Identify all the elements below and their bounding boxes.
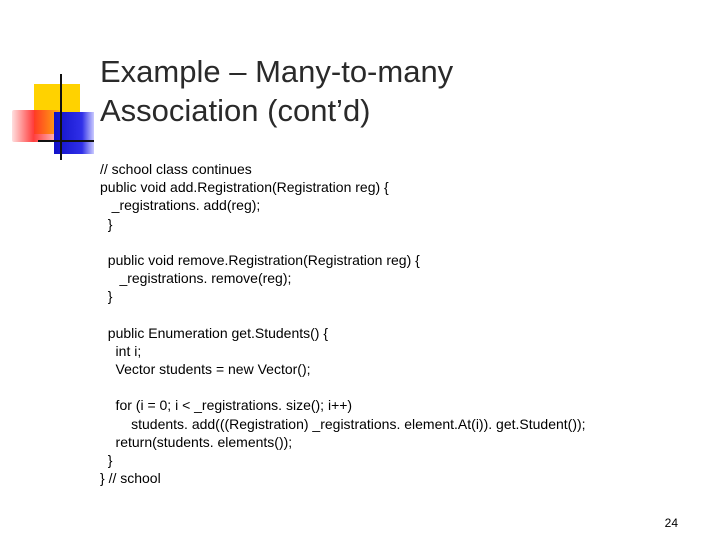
slide-logo-decoration [0, 0, 110, 170]
code-line: public void remove.Registration(Registration reg) { [100, 251, 420, 268]
code-line: students. add(((Registration) _registrations. element.At(i)). get.Student()); [100, 415, 586, 432]
code-line: } [100, 215, 113, 232]
code-line: _registrations. add(reg); [100, 197, 261, 214]
code-line [100, 233, 700, 251]
slide-title [100, 52, 660, 130]
code-line: // school class continues [100, 161, 252, 177]
code-line: return(students. elements()); [100, 433, 293, 450]
code-line: public Enumeration get.Students() { [100, 324, 329, 341]
logo-red-block [12, 110, 60, 142]
page-number: 24 [664, 516, 678, 530]
code-line: for (i = 0; i < _registrations. size(); i++) [100, 397, 353, 414]
code-line: Vector students = new Vector(); [100, 361, 311, 378]
logo-horizontal-line [38, 140, 94, 142]
code-line: int i; [100, 342, 142, 359]
code-line: public void add.Registration(Registration reg) { [100, 179, 389, 196]
logo-vertical-line [60, 74, 62, 160]
slide-title-line-1: Example – Many-to-many [100, 54, 454, 89]
code-line: } [100, 452, 113, 468]
code-line: _registrations. remove(reg); [100, 270, 292, 287]
code-line [100, 378, 700, 396]
code-line: } [100, 288, 113, 305]
code-block [100, 160, 700, 487]
slide-title-line-2: Association (cont’d) [100, 93, 371, 128]
code-line: } // school [100, 470, 161, 487]
code-line [100, 306, 700, 324]
